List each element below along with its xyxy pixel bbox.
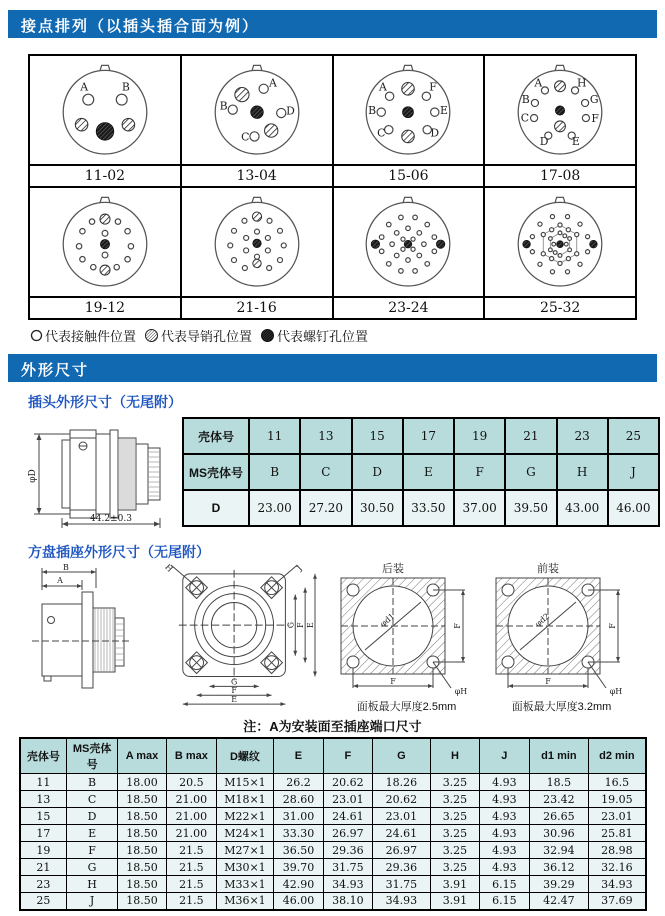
connector-label-25-32: 25-32 xyxy=(484,297,636,319)
socket-table-cell: 23.01 xyxy=(589,808,646,825)
legend-text: 代表导销孔位置 xyxy=(161,328,253,344)
socket-table-cell: 21.5 xyxy=(167,842,216,859)
socket-table-cell: M30×1 xyxy=(216,859,274,876)
svg-text:B xyxy=(219,99,227,112)
socket-table-cell: E xyxy=(67,825,117,842)
socket-table-cell: 21.5 xyxy=(167,876,216,893)
connector-label-21-16: 21-16 xyxy=(181,297,333,319)
svg-text:C xyxy=(521,111,529,124)
front-mount-dia-label: φd2 xyxy=(533,611,552,629)
socket-table-cell: 3.25 xyxy=(430,825,479,842)
plug-table-cell: 25 xyxy=(608,418,659,454)
socket-table-cell: 18.50 xyxy=(117,859,166,876)
plug-table-cell: 37.00 xyxy=(454,490,505,526)
socket-table-cell: 42.47 xyxy=(529,893,589,910)
socket-table-cell: 17 xyxy=(20,825,67,842)
front-mount-caption: 面板最大厚度3.2mm xyxy=(511,701,612,713)
svg-text:C xyxy=(377,126,385,139)
socket-table-cell: 3.25 xyxy=(430,808,479,825)
dim-g-bottom: G xyxy=(230,677,238,687)
socket-table-cell: 34.93 xyxy=(323,876,372,893)
socket-table-cell: 16.5 xyxy=(589,774,646,791)
plug-table-cell: H xyxy=(557,454,608,490)
socket-table-cell: 26.65 xyxy=(529,808,589,825)
plug-table-cell: 23 xyxy=(557,418,608,454)
plug-table-cell: J xyxy=(608,454,659,490)
rear-mount-dia-label: φd1 xyxy=(378,611,397,629)
socket-table-cell: 31.75 xyxy=(373,876,431,893)
front-mount-diagram xyxy=(484,562,639,714)
rear-mount-caption: 面板最大厚度2.5mm xyxy=(356,701,457,713)
socket-table-cell: 39.70 xyxy=(274,859,323,876)
socket-section xyxy=(24,562,665,714)
plug-table-cell: 13 xyxy=(300,418,351,454)
mounting-note: 注：A为安装面至插座端口尺寸 xyxy=(243,719,422,734)
socket-dimensions-title: 方盘插座外形尺寸（无尾附） xyxy=(28,544,210,560)
socket-table-cell: 18.5 xyxy=(529,774,589,791)
rear-mount-title: 后装 xyxy=(382,563,404,575)
connector-cell-11-02 xyxy=(29,55,181,165)
socket-table-cell: 26.97 xyxy=(373,842,431,859)
plug-table-cell: E xyxy=(403,454,454,490)
socket-table-header: H xyxy=(430,738,479,774)
socket-table-cell: 26.2 xyxy=(274,774,323,791)
socket-table-cell: 6.15 xyxy=(480,893,529,910)
socket-table-cell: 21.5 xyxy=(167,859,216,876)
socket-table-cell: 23.01 xyxy=(373,808,431,825)
dim-a-label: A xyxy=(57,576,63,585)
socket-table-cell: 29.36 xyxy=(323,842,372,859)
front-mount-drawing xyxy=(484,562,639,698)
socket-table-header: E xyxy=(274,738,323,774)
plug-table-cell: 27.20 xyxy=(300,490,351,526)
plug-table-cell: B xyxy=(249,454,300,490)
svg-text:B xyxy=(522,92,530,105)
svg-text:A xyxy=(533,76,542,89)
section-header-outline-dimensions: 外形尺寸 xyxy=(8,354,657,382)
socket-table-cell: M15×1 xyxy=(216,774,274,791)
plug-length-label: 44.2±0.3 xyxy=(90,514,132,524)
rear-mount-f-bottom: F xyxy=(390,677,396,686)
connector-cell-25-32 xyxy=(484,187,636,297)
socket-table-cell: 18.50 xyxy=(117,842,166,859)
socket-table-cell: 3.25 xyxy=(430,791,479,808)
socket-table-cell: 19 xyxy=(20,842,67,859)
connector-label-11-02: 11-02 xyxy=(29,165,181,187)
socket-table-cell: 20.62 xyxy=(323,774,372,791)
connector-cell-13-04 xyxy=(181,55,333,165)
plug-table-cell: 15 xyxy=(352,418,403,454)
socket-table-header: D螺纹 xyxy=(216,738,274,774)
connector-grid xyxy=(28,54,637,320)
rear-mount-f-right: F xyxy=(453,623,462,629)
socket-table-cell: 18.50 xyxy=(117,808,166,825)
socket-table-cell: 4.93 xyxy=(480,825,529,842)
connector-cell-17-08 xyxy=(484,55,636,165)
connector-face-11-02 xyxy=(46,57,164,159)
socket-table-cell: 28.98 xyxy=(589,842,646,859)
socket-table-header: 壳体号 xyxy=(20,738,67,774)
socket-table-cell: 23 xyxy=(20,876,67,893)
socket-table-cell: 18.50 xyxy=(117,893,166,910)
socket-table-cell: 31.00 xyxy=(274,808,323,825)
socket-front-view-drawing xyxy=(154,562,329,710)
socket-table-cell: 26.97 xyxy=(323,825,372,842)
dim-e-bottom: E xyxy=(231,695,237,705)
socket-table-cell: 24.61 xyxy=(373,825,431,842)
connector-face-25-32 xyxy=(501,189,619,291)
dim-g-right: G xyxy=(286,621,296,629)
table-row xyxy=(20,808,646,825)
section-header-contact-arrangement: 接点排列（以插头插合面为例） xyxy=(8,10,657,38)
socket-table-cell: M24×1 xyxy=(216,825,274,842)
screw-icon xyxy=(260,328,275,343)
svg-text:A xyxy=(268,76,277,89)
plug-table-cell: 17 xyxy=(403,418,454,454)
contact-icon xyxy=(30,329,43,342)
table-row xyxy=(20,825,646,842)
svg-text:D xyxy=(540,134,549,147)
plug-table-cell: F xyxy=(454,454,505,490)
socket-table-cell: 32.94 xyxy=(529,842,589,859)
connector-face-19-12 xyxy=(46,189,164,291)
table-row xyxy=(20,876,646,893)
socket-table-cell: B xyxy=(67,774,117,791)
socket-table-cell: 25.81 xyxy=(589,825,646,842)
connector-cell-19-12 xyxy=(29,187,181,297)
connector-label-19-12: 19-12 xyxy=(29,297,181,319)
dim-j-label: J xyxy=(295,563,304,573)
socket-table-cell: 24.61 xyxy=(323,808,372,825)
socket-table-cell: M27×1 xyxy=(216,842,274,859)
legend-item-screw xyxy=(260,326,368,345)
socket-table-cell: 20.5 xyxy=(167,774,216,791)
plug-dimensions-table xyxy=(182,417,660,527)
plug-side-view-drawing xyxy=(26,414,178,532)
plug-table-cell: 43.00 xyxy=(557,490,608,526)
front-mount-hole-label: φH xyxy=(609,687,623,696)
svg-text:E xyxy=(440,103,448,116)
socket-table-cell: 3.25 xyxy=(430,842,479,859)
table-row xyxy=(20,791,646,808)
svg-text:H xyxy=(577,76,586,89)
connector-cell-15-06 xyxy=(333,55,485,165)
plug-table-cell: 21 xyxy=(505,418,556,454)
svg-text:D xyxy=(286,104,295,117)
socket-table-cell: 6.15 xyxy=(480,876,529,893)
plug-table-cell: 11 xyxy=(249,418,300,454)
rear-mount-hole-label: φH xyxy=(454,687,468,696)
socket-dimensions-table xyxy=(19,737,647,911)
legend-item-contact xyxy=(30,326,136,345)
rear-mount-diagram xyxy=(329,562,484,714)
svg-text:B xyxy=(368,103,376,116)
socket-table-header: J xyxy=(480,738,529,774)
socket-table-cell: 4.93 xyxy=(480,808,529,825)
socket-table-cell: 34.93 xyxy=(589,876,646,893)
socket-table-cell: 19.05 xyxy=(589,791,646,808)
svg-text:A xyxy=(378,80,387,93)
socket-table-cell: 28.60 xyxy=(274,791,323,808)
table-row xyxy=(20,774,646,791)
socket-table-cell: 13 xyxy=(20,791,67,808)
socket-table-cell: 46.00 xyxy=(274,893,323,910)
plug-table-cell: 46.00 xyxy=(608,490,659,526)
rear-mount-drawing xyxy=(329,562,484,698)
plug-table-cell: C xyxy=(300,454,351,490)
plug-table-cell: 23.00 xyxy=(249,490,300,526)
socket-table-cell: 21.5 xyxy=(167,893,216,910)
socket-table-header: d1 min xyxy=(529,738,589,774)
connector-label-13-04: 13-04 xyxy=(181,165,333,187)
svg-text:G xyxy=(590,92,599,105)
svg-text:A xyxy=(79,80,88,93)
legend xyxy=(30,326,665,344)
dim-f-right: F xyxy=(296,622,306,628)
socket-table-cell: 4.93 xyxy=(480,791,529,808)
socket-table-cell: 18.00 xyxy=(117,774,166,791)
socket-table-cell: 29.36 xyxy=(373,859,431,876)
socket-table-cell: 37.69 xyxy=(589,893,646,910)
connector-face-15-06 xyxy=(349,57,467,159)
socket-table-cell: 39.29 xyxy=(529,876,589,893)
socket-table-cell: 3.25 xyxy=(430,774,479,791)
socket-table-cell: 42.90 xyxy=(274,876,323,893)
socket-table-cell: 23.42 xyxy=(529,791,589,808)
socket-table-header: d2 min xyxy=(589,738,646,774)
front-mount-f-right: F xyxy=(608,623,617,629)
socket-table-cell: 15 xyxy=(20,808,67,825)
legend-text: 代表螺钉孔位置 xyxy=(277,328,369,344)
socket-table-cell: M18×1 xyxy=(216,791,274,808)
plug-dia-label: φD xyxy=(28,469,38,483)
svg-text:F xyxy=(430,80,438,93)
socket-table-cell: M22×1 xyxy=(216,808,274,825)
plug-table-row-header: D xyxy=(183,490,249,526)
connector-label-15-06: 15-06 xyxy=(333,165,485,187)
socket-table-cell: 33.30 xyxy=(274,825,323,842)
socket-table-cell: 34.93 xyxy=(373,893,431,910)
plug-table-cell: 30.50 xyxy=(352,490,403,526)
svg-text:C xyxy=(241,130,249,143)
plug-section xyxy=(26,414,665,532)
socket-table-cell: 4.93 xyxy=(480,842,529,859)
socket-table-cell: 18.50 xyxy=(117,791,166,808)
socket-table-cell: 18.50 xyxy=(117,876,166,893)
socket-table-cell: 4.93 xyxy=(480,859,529,876)
front-mount-title: 前装 xyxy=(537,563,559,575)
svg-text:B xyxy=(122,80,130,93)
socket-side-view-drawing xyxy=(24,562,154,702)
legend-item-guide-pin xyxy=(144,326,252,345)
socket-table-cell: 21.00 xyxy=(167,791,216,808)
socket-table-cell: J xyxy=(67,893,117,910)
socket-table-header: MS壳体号 xyxy=(67,738,117,774)
socket-table-cell: 4.93 xyxy=(480,774,529,791)
plug-table-cell: 39.50 xyxy=(505,490,556,526)
socket-table-cell: 18.26 xyxy=(373,774,431,791)
socket-table-header: B max xyxy=(167,738,216,774)
connector-label-23-24: 23-24 xyxy=(333,297,485,319)
table-row xyxy=(20,859,646,876)
svg-text:D xyxy=(431,126,440,139)
svg-text:F xyxy=(591,112,599,125)
socket-table-cell: 3.91 xyxy=(430,893,479,910)
connector-face-21-16 xyxy=(198,189,316,291)
socket-table-cell: 32.16 xyxy=(589,859,646,876)
socket-table-cell: 25 xyxy=(20,893,67,910)
socket-table-cell: 21.00 xyxy=(167,825,216,842)
dim-b-label: B xyxy=(63,563,69,572)
svg-text:E xyxy=(572,134,580,147)
socket-table-cell: C xyxy=(67,791,117,808)
plug-table-row-header: MS壳体号 xyxy=(183,454,249,490)
guide-pin-icon xyxy=(144,328,159,343)
table-row xyxy=(20,893,646,910)
socket-table-cell: 18.50 xyxy=(117,825,166,842)
socket-table-cell: 23.01 xyxy=(323,791,372,808)
socket-table-cell: 3.91 xyxy=(430,876,479,893)
plug-table-cell: G xyxy=(505,454,556,490)
socket-table-cell: 11 xyxy=(20,774,67,791)
socket-table-cell: M36×1 xyxy=(216,893,274,910)
socket-table-cell: 3.25 xyxy=(430,859,479,876)
socket-table-cell: 31.75 xyxy=(323,859,372,876)
connector-face-17-08 xyxy=(501,57,619,159)
plug-table-cell: D xyxy=(352,454,403,490)
socket-table-cell: H xyxy=(67,876,117,893)
legend-text: 代表接触件位置 xyxy=(45,328,137,344)
connector-label-17-08: 17-08 xyxy=(484,165,636,187)
socket-table-cell: 30.96 xyxy=(529,825,589,842)
connector-face-23-24 xyxy=(349,189,467,291)
dim-e-right: E xyxy=(306,622,316,629)
plug-dimensions-title: 插头外形尺寸（无尾附） xyxy=(28,394,182,410)
connector-face-13-04 xyxy=(198,57,316,159)
socket-table-cell: G xyxy=(67,859,117,876)
socket-table-cell: 21.00 xyxy=(167,808,216,825)
socket-table-cell: 20.62 xyxy=(373,791,431,808)
dim-f-bottom: F xyxy=(231,686,237,696)
socket-table-header: A max xyxy=(117,738,166,774)
plug-table-row-header: 壳体号 xyxy=(183,418,249,454)
socket-table-cell: 38.10 xyxy=(323,893,372,910)
socket-table-cell: 21 xyxy=(20,859,67,876)
socket-table-cell: 36.12 xyxy=(529,859,589,876)
socket-table-cell: M33×1 xyxy=(216,876,274,893)
front-mount-f-bottom: F xyxy=(545,677,551,686)
socket-table-header: G xyxy=(373,738,431,774)
plug-table-cell: 33.50 xyxy=(403,490,454,526)
connector-cell-23-24 xyxy=(333,187,485,297)
socket-table-header: F xyxy=(323,738,372,774)
socket-table-cell: 36.50 xyxy=(274,842,323,859)
plug-table-cell: 19 xyxy=(454,418,505,454)
connector-cell-21-16 xyxy=(181,187,333,297)
table-row xyxy=(20,842,646,859)
dim-h-label: H xyxy=(163,562,175,574)
socket-table-cell: F xyxy=(67,842,117,859)
socket-table-cell: D xyxy=(67,808,117,825)
